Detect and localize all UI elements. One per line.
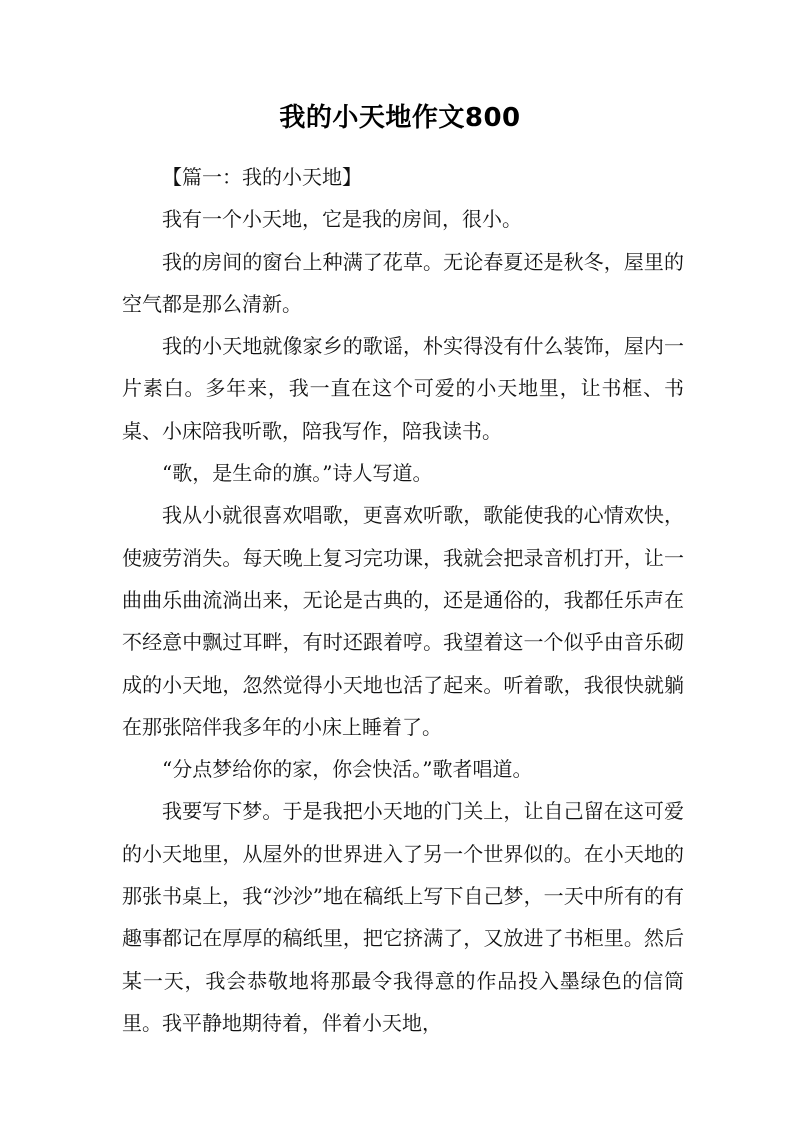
section-heading: 【篇一：我的小天地】 [162,165,362,189]
paragraph: “歌，是生命的旗。”诗人写道。 [162,461,433,486]
paragraph: 我的房间的窗台上种满了花草。无论春夏还是秋冬，屋里的空气都是那么清新。 [122,249,684,316]
paragraph: “分点梦给你的家，你会快活。”歌者唱道。 [162,757,533,782]
paragraph: 我的小天地就像家乡的歌谣，朴实得没有什么装饰，屋内一片素白。多年来，我一直在这个可爱的小天地里，让书框、书桌、小床陪我听歌，陪我写作，陪我读书。 [122,334,684,443]
paragraph: 我要写下梦。于是我把小天地的门关上，让自己留在这可爱的小天地里，从屋外的世界进入了另一个世界似的。在小天地的那张书桌上，我“沙沙”地在稿纸上写下自己梦，一天中所有的有趣事都记在厚厚的稿纸里，把它挤满了，又放进了书柜里。然后某一天，我会恭敬地将那最令我得意的作品投入墨绿色的信筒里。我平静地期待着，伴着小天地， [122,799,684,1035]
document-title: 我的小天地作文800 [279,103,521,133]
document-body [122,156,684,1044]
paragraph: 我从小就很喜欢唱歌，更喜欢听歌，歌能使我的心情欢快，使疲劳消失。每天晚上复习完功课，我就会把录音机打开，让一曲曲乐曲流淌出来，无论是古典的，还是通俗的，我都任乐声在不经意中飘过耳畔，有时还跟着哼。我望着这一个似乎由音乐砌成的小天地，忽然觉得小天地也活了起来。听着歌，我很快就躺在那张陪伴我多年的小床上睡着了。 [122,503,684,739]
paragraph: 我有一个小天地，它是我的房间，很小。 [162,207,522,232]
